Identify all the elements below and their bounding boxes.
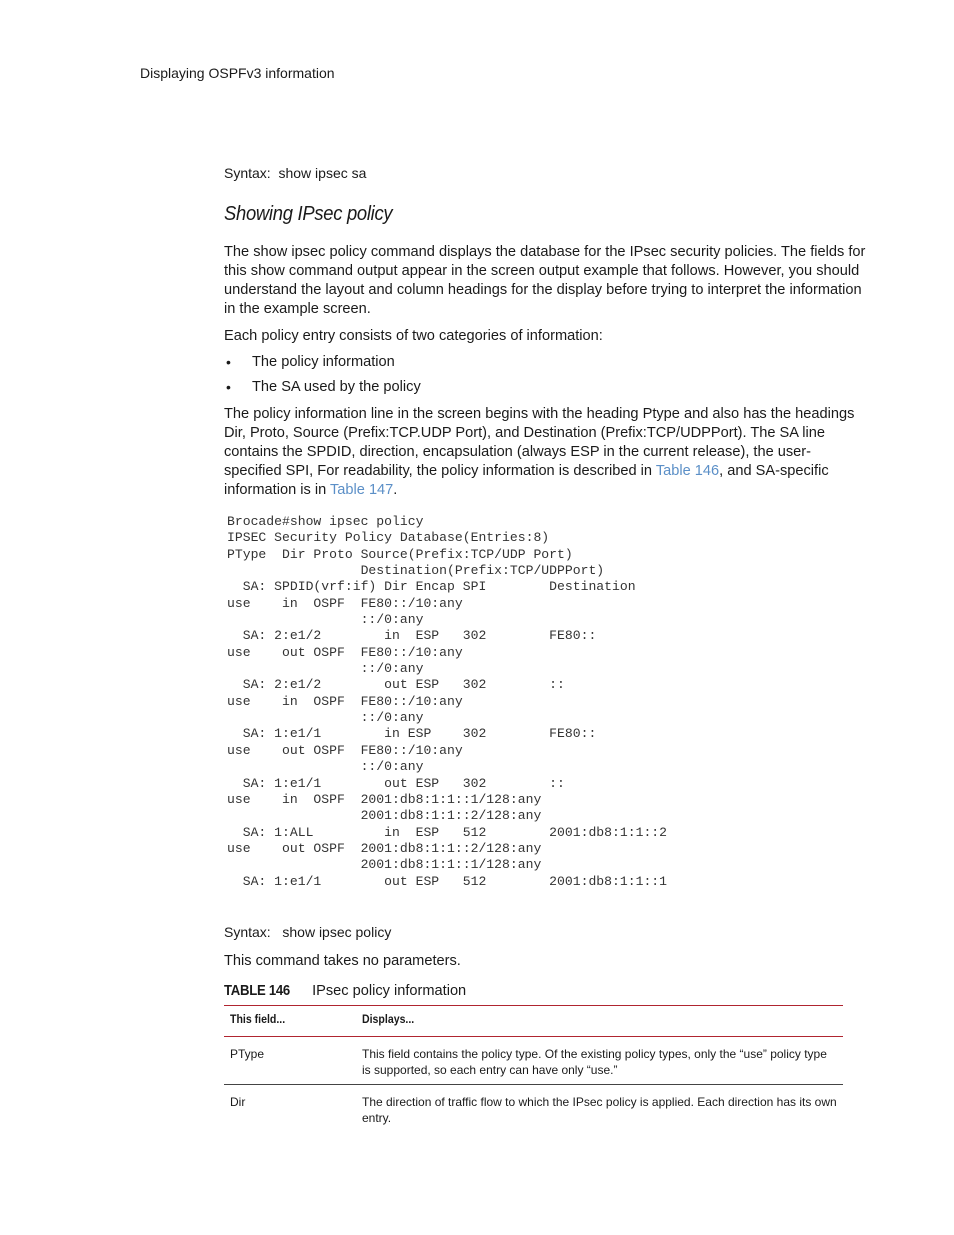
table-number: TABLE 146 [224, 983, 290, 999]
code-line: SA: 1:e1/1 out ESP 302 :: [227, 775, 565, 791]
text: command output appear in the screen output example that follows. However, you should understand the layout and column headings for the display before trying to interpret the information in the example screen. [224, 263, 862, 317]
code-line: 2001:db8:1:1::2/128:any [227, 808, 542, 824]
text: , and SA-specific information is in [224, 463, 829, 498]
text: command displays the database for the IPsec security policies. The fields for this [224, 244, 866, 279]
code-line: use in OSPF FE80::/10:any [227, 595, 463, 611]
link-table-146[interactable]: Table 146 [655, 463, 720, 479]
bullet-list [224, 353, 421, 403]
table-cell-field: PType [230, 1047, 265, 1061]
code-line: PType Dir Proto Source(Prefix:TCP/UDP Port) [227, 546, 573, 562]
code-line: use out OSPF FE80::/10:any [227, 644, 463, 660]
code-line: Destination(Prefix:TCP/UDPPort) [227, 563, 605, 579]
code-line: ::/0:any [227, 759, 424, 775]
syntax-show-ipsec-sa [224, 165, 366, 181]
code-line: use in OSPF 2001:db8:1:1::1/128:any [227, 791, 542, 807]
table-row [224, 1085, 843, 1133]
syntax-command: show ipsec policy [282, 924, 392, 940]
code-line: SA: 1:ALL in ESP 512 2001:db8:1:1::2 [227, 824, 668, 840]
code-line: SA: 2:e1/2 out ESP 302 :: [227, 677, 565, 693]
command-name: show ipsec policy [253, 244, 367, 260]
categories-paragraph: Each policy entry consists of two categories of information: [224, 328, 603, 344]
text: The policy information line in the screen begins with the heading Ptype and also has the headings Dir, Proto, Source (Prefix:TCP.UDP Port), and Destination (Prefix:TCP/UDPPort). The SA line contains the SPDID, direction, encapsulation (always ESP in the current release), the user-specified SPI, For readability, the policy information is described in [224, 406, 855, 479]
code-line: ::/0:any [227, 612, 424, 628]
table-cell-description: The direction of traffic flow to which the IPsec policy is applied. Each direction has its own entry. [362, 1095, 837, 1125]
text: The [224, 244, 254, 260]
column-header-field: This field... [230, 1012, 286, 1026]
command-name: show [250, 263, 285, 279]
syntax-command: show ipsec sa [278, 165, 367, 181]
bullet-icon: • [226, 379, 231, 395]
list-item [224, 378, 421, 403]
ipsec-policy-table [224, 1005, 843, 1132]
text: . [393, 482, 398, 498]
code-line: SA: 1:e1/1 in ESP 302 FE80:: [227, 726, 597, 742]
section-title: Showing IPsec policy [224, 203, 393, 225]
syntax-label: Syntax: [224, 924, 271, 940]
code-line: use out OSPF 2001:db8:1:1::2/128:any [227, 840, 542, 856]
table-header-row [224, 1006, 843, 1037]
code-line: SA: SPDID(vrf:if) Dir Encap SPI Destination [227, 579, 636, 595]
code-line: 2001:db8:1:1::1/128:any [227, 857, 542, 873]
running-header: Displaying OSPFv3 information [140, 65, 335, 81]
link-table-147[interactable]: Table 147 [330, 482, 394, 498]
list-item-text: The SA used by the policy [252, 379, 421, 395]
table-cell-description: This field contains the policy type. Of the existing policy types, only the “use” policy type is supported, so each entry can have only “use.” [362, 1047, 827, 1077]
table-cell-field: Dir [230, 1095, 246, 1109]
table-row [224, 1037, 843, 1085]
table-title: IPsec policy information [312, 983, 467, 999]
code-line: IPSEC Security Policy Database(Entries:8) [227, 530, 550, 546]
code-line: SA: 2:e1/2 in ESP 302 FE80:: [227, 628, 597, 644]
table-caption [224, 983, 466, 999]
command-output-example [227, 514, 667, 890]
code-line: use out OSPF FE80::/10:any [227, 742, 463, 758]
intro-paragraph [224, 243, 868, 319]
list-item-text: The policy information [252, 354, 395, 370]
code-line: Brocade#show ipsec policy [227, 514, 424, 529]
code-line: use in OSPF FE80::/10:any [227, 693, 463, 709]
code-line: ::/0:any [227, 661, 424, 677]
syntax-show-ipsec-policy [224, 924, 391, 940]
list-item [224, 353, 421, 378]
parameters-note: This command takes no parameters. [224, 953, 461, 969]
policy-info-paragraph [224, 405, 868, 500]
column-header-displays: Displays... [362, 1012, 415, 1026]
syntax-label: Syntax: [224, 165, 271, 181]
code-line: ::/0:any [227, 710, 424, 726]
bullet-icon: • [226, 354, 231, 370]
code-line: SA: 1:e1/1 out ESP 512 2001:db8:1:1::1 [227, 873, 668, 889]
